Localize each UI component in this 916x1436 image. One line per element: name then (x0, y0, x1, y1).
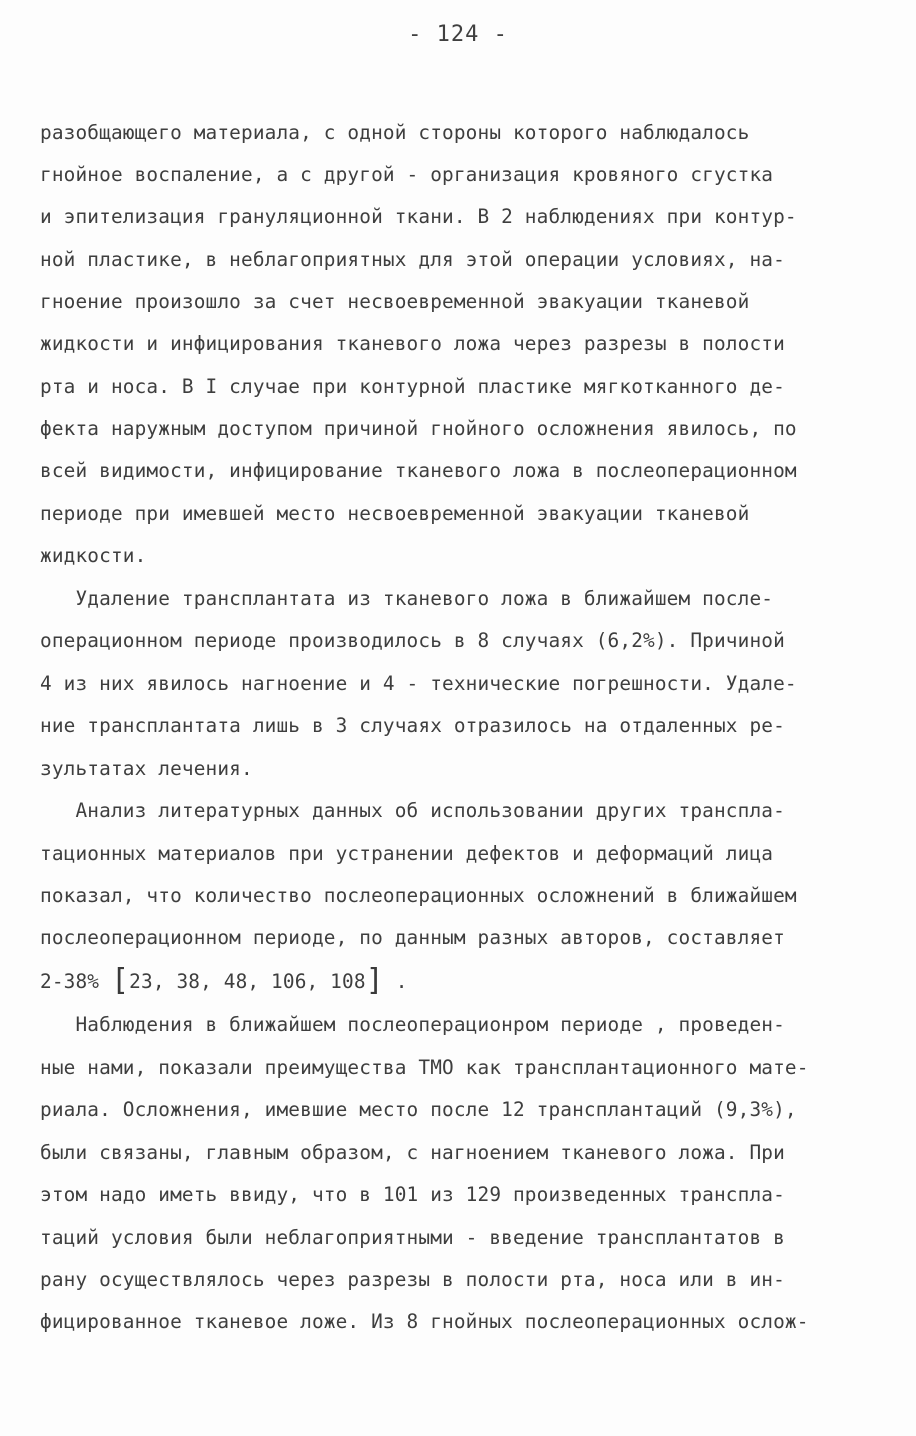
text-line: таций условия были неблагоприятными - введение трансплантатов в (40, 1226, 785, 1249)
text-line: показал, что количество послеоперационных осложнений в ближайшем (40, 884, 797, 907)
text-line: этом надо иметь ввиду, что в 101 из 129 произведенных транспла- (40, 1183, 785, 1206)
page-number: - 124 - (408, 22, 508, 47)
text-line: гнойное воспаление, а с другой - организация кровяного сгустка (40, 163, 774, 186)
text-line: рану осуществлялось через разрезы в полости рта, носа или в ин- (40, 1268, 785, 1291)
text-line: всей видимости, инфицирование тканевого ложа в послеоперационном (40, 459, 797, 482)
references-suffix: . (383, 970, 408, 993)
text-line: жидкости и инфицирования тканевого ложа через разрезы в полости (40, 332, 785, 355)
text-line: были связаны, главным образом, с нагноением тканевого ложа. При (40, 1141, 785, 1164)
text-line: периоде при имевшей место несвоевременной эвакуации тканевой (40, 502, 750, 525)
close-bracket: ] (365, 963, 384, 998)
text-line: ные нами, показали преимущества ТМО как трансплантационного мате- (40, 1056, 809, 1079)
text-line: ние трансплантата лишь в 3 случаях отразилось на отдаленных ре- (40, 714, 785, 737)
text-line: жидкости. (40, 544, 147, 567)
text-line: 4 из них явилось нагноение и 4 - технические погрешности. Удале- (40, 672, 797, 695)
text-line: фицированное тканевое ложе. Из 8 гнойных послеоперационных ослож- (40, 1310, 809, 1333)
text-line: и эпителизация грануляционной ткани. В 2 наблюдениях при контур- (40, 205, 797, 228)
text-line: ной пластике, в неблагоприятных для этой операции условиях, на- (40, 248, 785, 271)
text-line: Наблюдения в ближайшем послеоперационром периоде , проведен- (40, 1013, 785, 1036)
text-line: тационных материалов при устранении дефектов и деформаций лица (40, 842, 774, 865)
reference-numbers: 23, 38, 48, 106, 108 (129, 970, 366, 993)
text-line: гноение произошло за счет несвоевременной эвакуации тканевой (40, 290, 750, 313)
text-line: фекта наружным доступом причиной гнойного осложнения явилось, по (40, 417, 797, 440)
text-line: зультатах лечения. (40, 757, 253, 780)
text-line: риала. Осложнения, имевшие место после 12 трансплантаций (9,3%), (40, 1098, 797, 1121)
text-line: рта и носа. В I случае при контурной пластике мягкотканного де- (40, 375, 785, 398)
references-line (40, 963, 408, 998)
text-line: разобщающего материала, с одной стороны которого наблюдалось (40, 121, 750, 144)
text-line: послеоперационном периоде, по данным разных авторов, составляет (40, 926, 785, 949)
open-bracket: [ (110, 963, 130, 998)
text-line: Анализ литературных данных об использовании других транспла- (40, 799, 785, 822)
references-prefix: 2-38% (40, 970, 111, 993)
text-line: операционном периоде производилось в 8 случаях (6,2%). Причиной (40, 629, 785, 652)
text-line: Удаление трансплантата из тканевого ложа в ближайшем после- (40, 587, 774, 610)
